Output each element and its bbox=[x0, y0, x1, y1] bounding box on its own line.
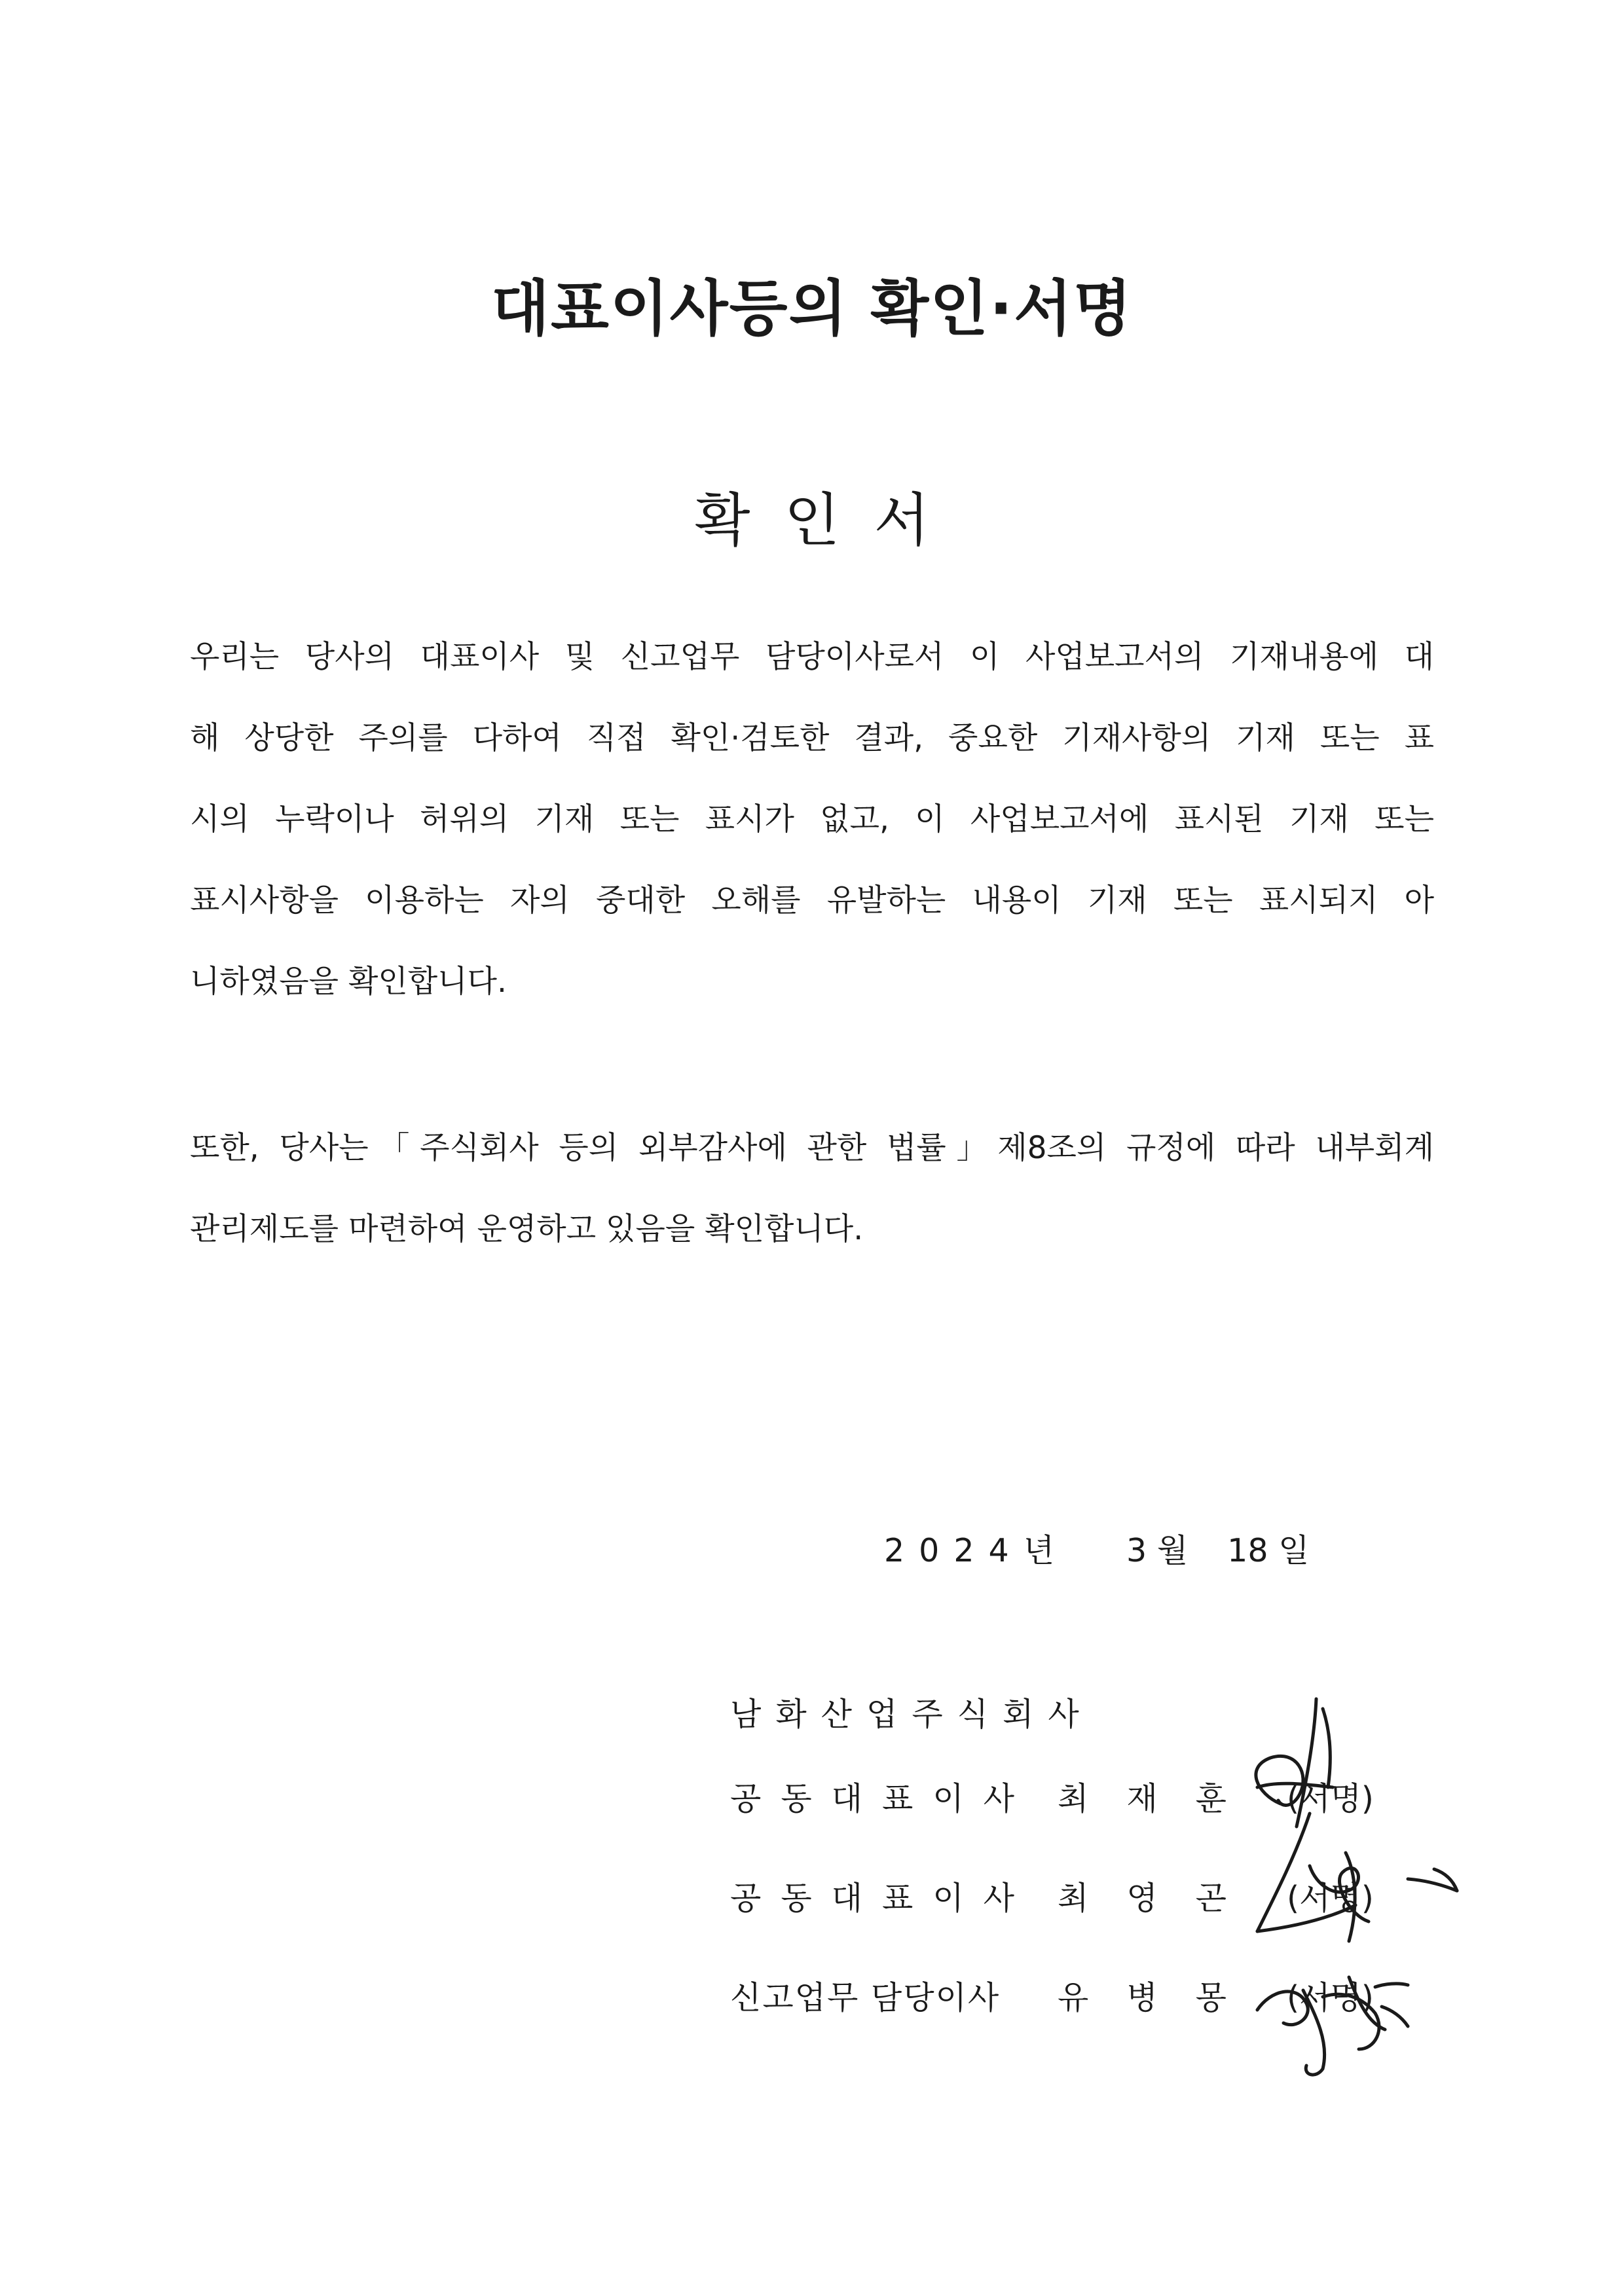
signatory-name: 최재훈 bbox=[1058, 1780, 1265, 1817]
document-heading: 대표이사등의 확인·서명 bbox=[491, 274, 1133, 344]
signatory-role: 신고업무 담당이사 bbox=[730, 1979, 1001, 2016]
date-day: 18 bbox=[1227, 1532, 1268, 1569]
paragraph-line: 해 상당한 주의를 다하여 직접 확인·검토한 결과, 중요한 기재사항의 기재 또는 표 bbox=[190, 720, 1434, 756]
paragraph-line: 표시사항을 이용하는 자의 중대한 오해를 유발하는 내용이 기재 또는 표시되지 아 bbox=[190, 883, 1434, 919]
internal-control-paragraph bbox=[190, 1108, 1434, 1270]
signatory-row bbox=[730, 1872, 1374, 1925]
date-day-unit: 일 bbox=[1278, 1532, 1310, 1569]
date-year: 2024 bbox=[884, 1532, 1024, 1569]
paragraph-line: 시의 누락이나 허위의 기재 또는 표시가 없고, 이 사업보고서에 표시된 기재 또는 bbox=[190, 801, 1434, 837]
signatory-name: 유병몽 bbox=[1058, 1979, 1265, 2016]
document-date bbox=[884, 1525, 1309, 1571]
paragraph-line: 관리제도를 마련하여 운영하고 있음을 확인합니다. bbox=[190, 1211, 864, 1247]
signature-mark-label: (서명) bbox=[1287, 1880, 1374, 1917]
date-month-unit: 월 bbox=[1156, 1532, 1189, 1569]
paragraph-line: 또한, 당사는「주식회사 등의 외부감사에 관한 법률」제8조의 규정에 따라 내부회계 bbox=[190, 1130, 1434, 1166]
signatory-name: 최영곤 bbox=[1058, 1880, 1265, 1917]
company-name: 남화산업주식회사 bbox=[730, 1696, 1094, 1733]
signatory-row bbox=[730, 1773, 1374, 1825]
signatory-row bbox=[730, 1972, 1374, 2024]
confirmation-paragraph bbox=[190, 617, 1434, 1023]
signature-mark-label: (서명) bbox=[1287, 1979, 1374, 2016]
date-month: 3 bbox=[1126, 1532, 1147, 1569]
paragraph-line: 니하였음을 확인합니다. bbox=[190, 964, 507, 1000]
signatory-role: 공동대표이사 bbox=[730, 1780, 1035, 1817]
date-year-unit: 년 bbox=[1023, 1532, 1055, 1569]
paragraph-line: 우리는 당사의 대표이사 및 신고업무 담당이사로서 이 사업보고서의 기재내용에 대 bbox=[190, 639, 1434, 675]
signatory-role: 공동대표이사 bbox=[730, 1880, 1035, 1917]
document-subheading: 확인서 bbox=[694, 486, 964, 554]
signature-mark-label: (서명) bbox=[1287, 1780, 1374, 1817]
